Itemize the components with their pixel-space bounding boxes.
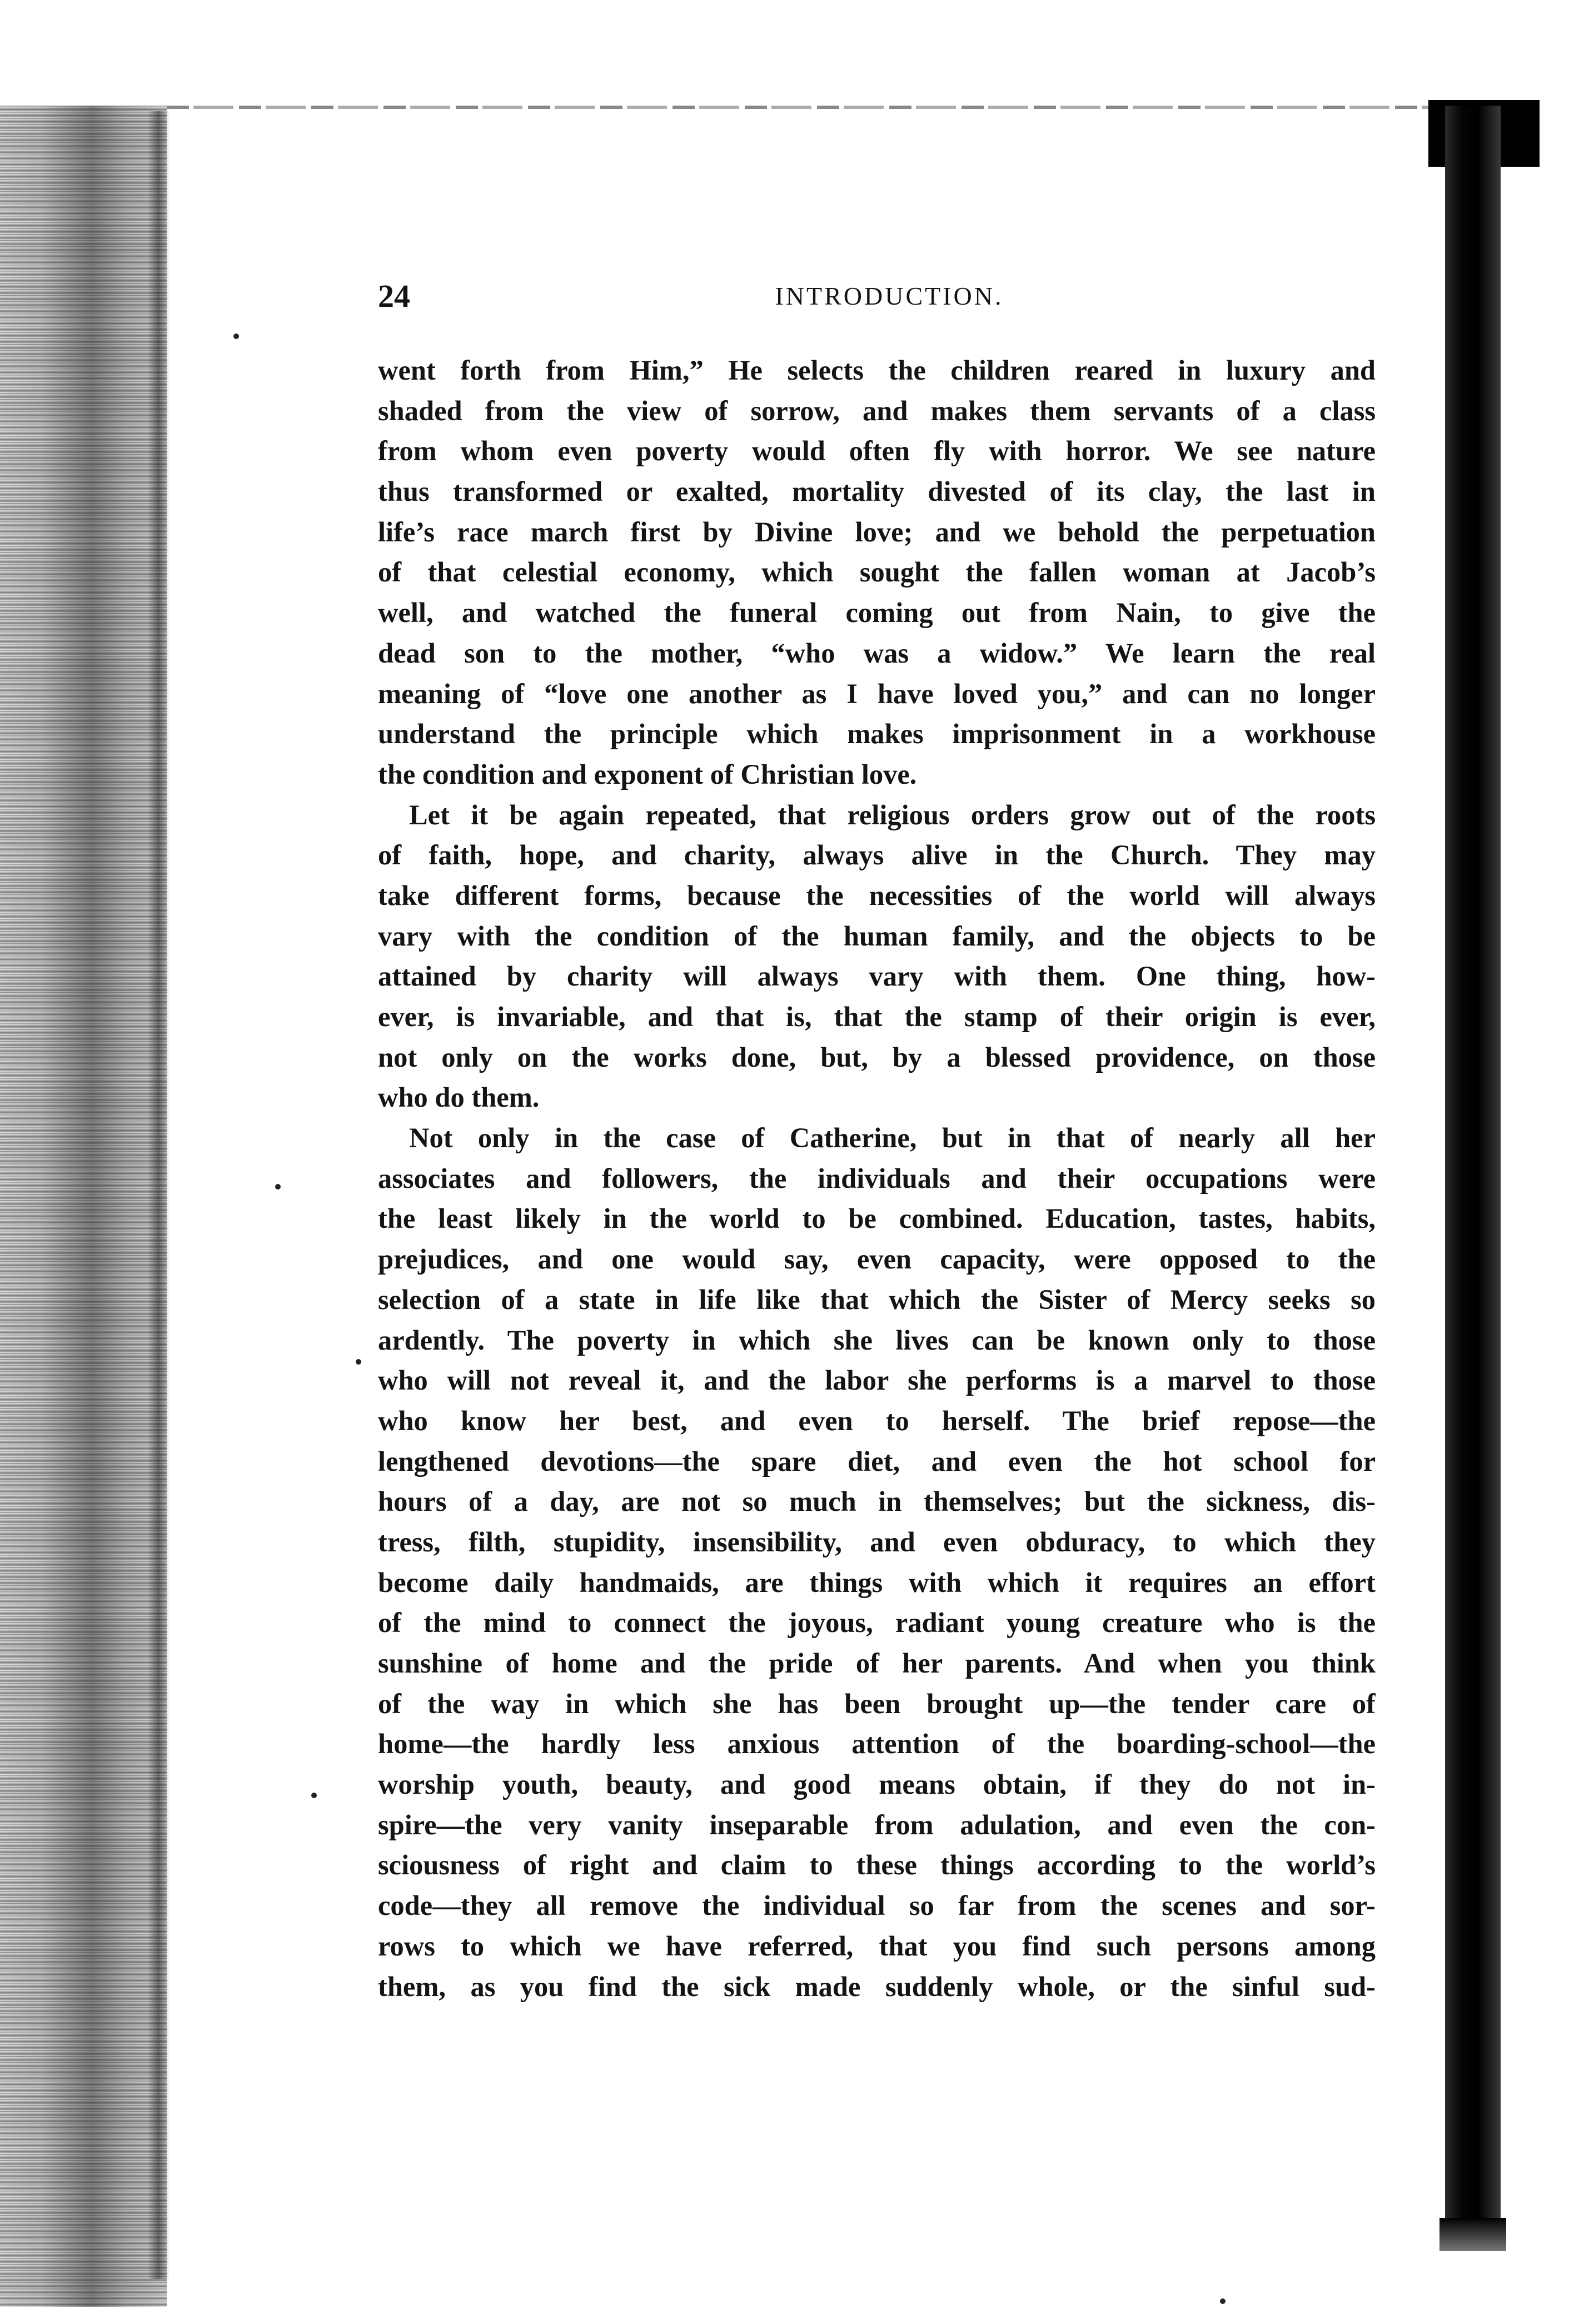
text-line: Let it be again repeated, that religious orders grow out of the roots: [409, 799, 1376, 830]
text-line: of faith, hope, and charity, always alive in the Church. They may: [378, 839, 1376, 871]
scan-right-edge: [1445, 106, 1501, 2235]
text-line: of the way in which she has been brought up—the tender care of: [378, 1688, 1376, 1719]
text-line: of the mind to connect the joyous, radiant young creature who is the: [378, 1607, 1376, 1639]
body-text: [378, 350, 1376, 2007]
text-line: rows to which we have referred, that you find such persons among: [378, 1930, 1376, 1962]
scan-speck: [275, 1184, 281, 1190]
text-line: vary with the condition of the human family, and the objects to be: [378, 920, 1376, 952]
scan-speck: [356, 1359, 361, 1365]
text-line: who do them.: [378, 1082, 540, 1113]
text-line: the condition and exponent of Christian love.: [378, 758, 917, 790]
text-line: code—they all remove the individual so far from the scenes and sor-: [378, 1890, 1376, 1922]
text-line: lengthened devotions—the spare diet, and even the hot school for: [378, 1445, 1376, 1477]
text-line: take different forms, because the necessities of the world will always: [378, 879, 1376, 911]
running-head: INTRODUCTION.: [775, 282, 1004, 310]
scan-right-edge-foot: [1439, 2218, 1506, 2251]
text-line: understand the principle which makes imprisonment in a workhouse: [378, 718, 1376, 750]
scan-speck: [311, 1793, 317, 1798]
scan-speck: [233, 334, 239, 339]
text-line: the least likely in the world to be combined. Education, tastes, habits,: [378, 1203, 1376, 1235]
text-line: associates and followers, the individuals and their occupations were: [378, 1162, 1376, 1194]
page-number: 24: [378, 278, 410, 314]
text-line: hours of a day, are not so much in themselves; but the sickness, dis-: [378, 1486, 1376, 1517]
text-line: dead son to the mother, “who was a widow.” We learn the real: [378, 637, 1376, 669]
text-line: worship youth, beauty, and good means obtain, if they do not in-: [378, 1769, 1376, 1800]
scan-left-gutter-shadow: [147, 111, 170, 2279]
text-line: become daily handmaids, are things with which it requires an effort: [378, 1566, 1376, 1598]
text-line: sciousness of right and claim to these things according to the world’s: [378, 1849, 1376, 1881]
text-line: ardently. The poverty in which she lives can be known only to those: [378, 1324, 1376, 1356]
text-line: spire—the very vanity inseparable from adulation, and even the con-: [378, 1809, 1376, 1840]
text-line: life’s race march first by Divine love; and we behold the perpetuation: [378, 516, 1376, 548]
text-line: tress, filth, stupidity, insensibility, and even obduracy, to which they: [378, 1526, 1376, 1557]
text-line: prejudices, and one would say, even capacity, were opposed to the: [378, 1243, 1376, 1275]
scan-speck: [1220, 2298, 1226, 2304]
page-header: [378, 271, 1401, 321]
scan-top-edge: [167, 106, 1445, 109]
text-line: selection of a state in life like that which the Sister of Mercy seeks so: [378, 1283, 1376, 1315]
text-line: not only on the works done, but, by a blessed providence, on those: [378, 1041, 1376, 1073]
text-line: sunshine of home and the pride of her parents. And when you think: [378, 1648, 1376, 1679]
text-line: Not only in the case of Catherine, but in that of nearly all her: [409, 1122, 1376, 1154]
text-line: shaded from the view of sorrow, and makes them servants of a class: [378, 395, 1376, 426]
text-line: thus transformed or exalted, mortality divested of its clay, the last in: [378, 476, 1376, 507]
text-line: well, and watched the funeral coming out from Nain, to give the: [378, 597, 1376, 629]
text-line: meaning of “love one another as I have loved you,” and can no longer: [378, 678, 1376, 709]
text-line: them, as you find the sick made suddenly whole, or the sinful sud-: [378, 1970, 1376, 2002]
scan-left-edge: [0, 106, 167, 2307]
text-line: home—the hardly less anxious attention of the boarding-school—the: [378, 1728, 1376, 1760]
text-line: went forth from Him,” He selects the children reared in luxury and: [378, 355, 1376, 386]
text-line: ever, is invariable, and that is, that the stamp of their origin is ever,: [378, 1001, 1376, 1032]
text-line: attained by charity will always vary with them. One thing, how-: [378, 961, 1376, 992]
text-line: of that celestial economy, which sought the fallen woman at Jacob’s: [378, 556, 1376, 588]
text-line: from whom even poverty would often fly with horror. We see nature: [378, 435, 1376, 467]
text-line: who know her best, and even to herself. The brief repose—the: [378, 1405, 1376, 1436]
text-line: who will not reveal it, and the labor she performs is a marvel to those: [378, 1365, 1376, 1396]
